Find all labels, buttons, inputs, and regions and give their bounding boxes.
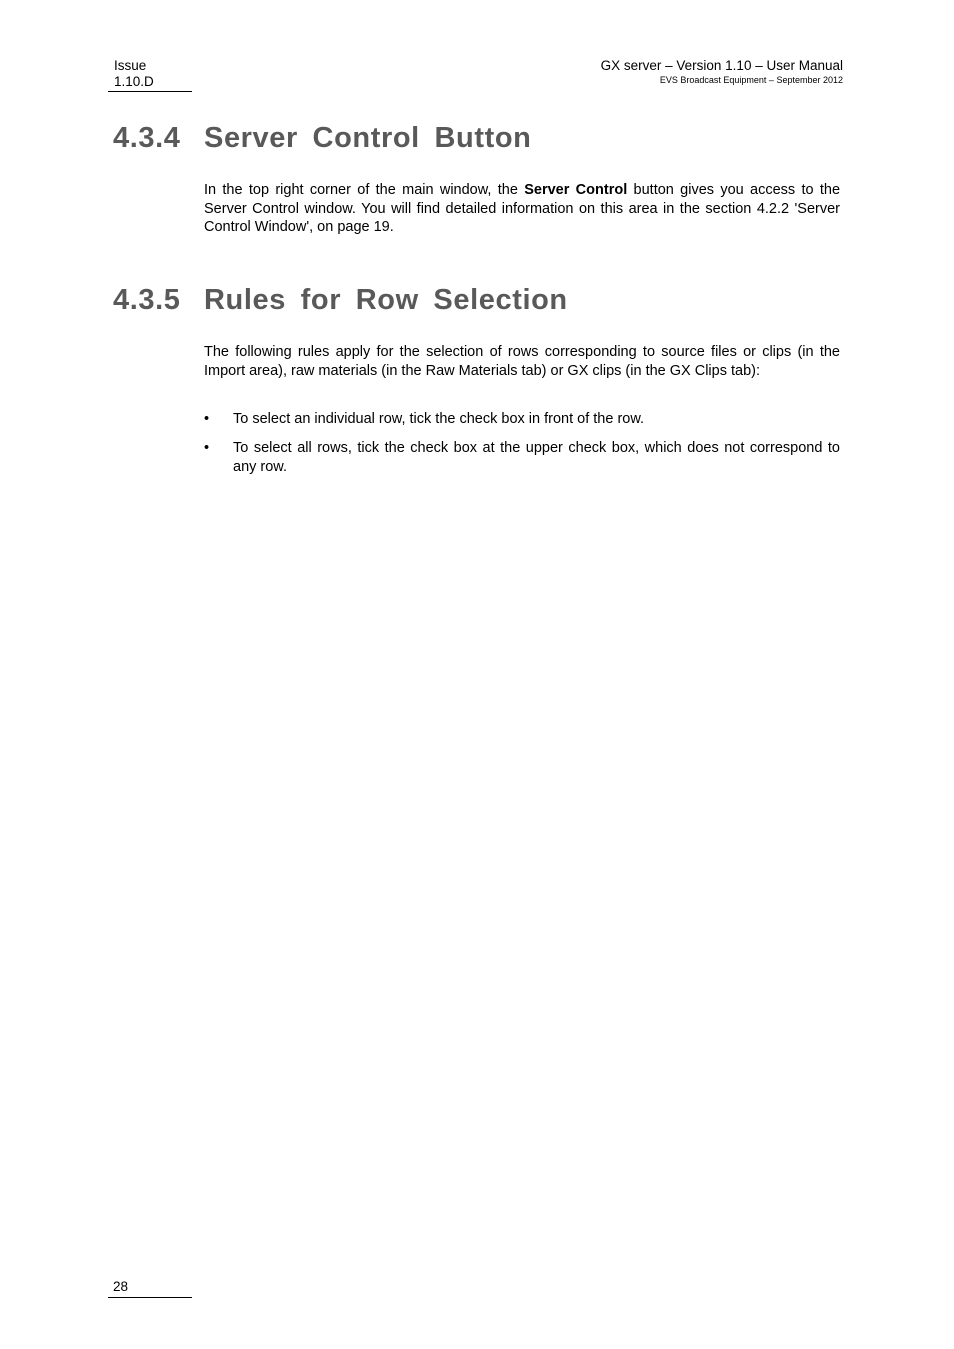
section-title: Server Control Button bbox=[204, 122, 532, 154]
header-title-block bbox=[601, 58, 843, 86]
section-heading-server-control bbox=[113, 121, 532, 155]
issue-number: 1.10.D bbox=[114, 74, 154, 89]
row-selection-intro: The following rules apply for the selection of rows corresponding to source files or clips (in the Import area), raw materials (in the Raw Materials tab) or GX clips (in the GX Clips tab): bbox=[204, 344, 840, 379]
bullet-icon: • bbox=[204, 440, 210, 456]
document-title: GX server – Version 1.10 – User Manual bbox=[600, 58, 843, 73]
paragraph-text: In the top right corner of the main window, the bbox=[204, 182, 525, 198]
list-item-text: To select an individual row, tick the check box in front of the row. bbox=[233, 411, 645, 427]
row-selection-rules bbox=[204, 410, 840, 487]
section-number: 4.3.4 bbox=[113, 122, 181, 154]
page-number: 28 bbox=[113, 1279, 129, 1294]
header-issue bbox=[108, 58, 192, 92]
document-subtitle: EVS Broadcast Equipment – September 2012 bbox=[659, 75, 843, 85]
paragraph-text: button gives you access to the Server Control window. You will find detailed information on this area in the section 4.2.2 'Server Control Window', on page 19. bbox=[204, 182, 841, 235]
section-heading-row-selection bbox=[113, 283, 568, 317]
list-item bbox=[204, 410, 840, 429]
section-title: Rules for Row Selection bbox=[204, 284, 568, 316]
section-number: 4.3.5 bbox=[113, 284, 181, 316]
bullet-icon: • bbox=[204, 411, 210, 427]
server-control-paragraph bbox=[204, 181, 840, 237]
list-item bbox=[204, 439, 840, 477]
page-footer bbox=[108, 1279, 192, 1298]
bold-term: Server Control bbox=[524, 182, 628, 198]
issue-label: Issue bbox=[114, 58, 147, 73]
list-item-text: To select all rows, tick the check box at the upper check box, which does not correspond to any row. bbox=[233, 440, 840, 475]
